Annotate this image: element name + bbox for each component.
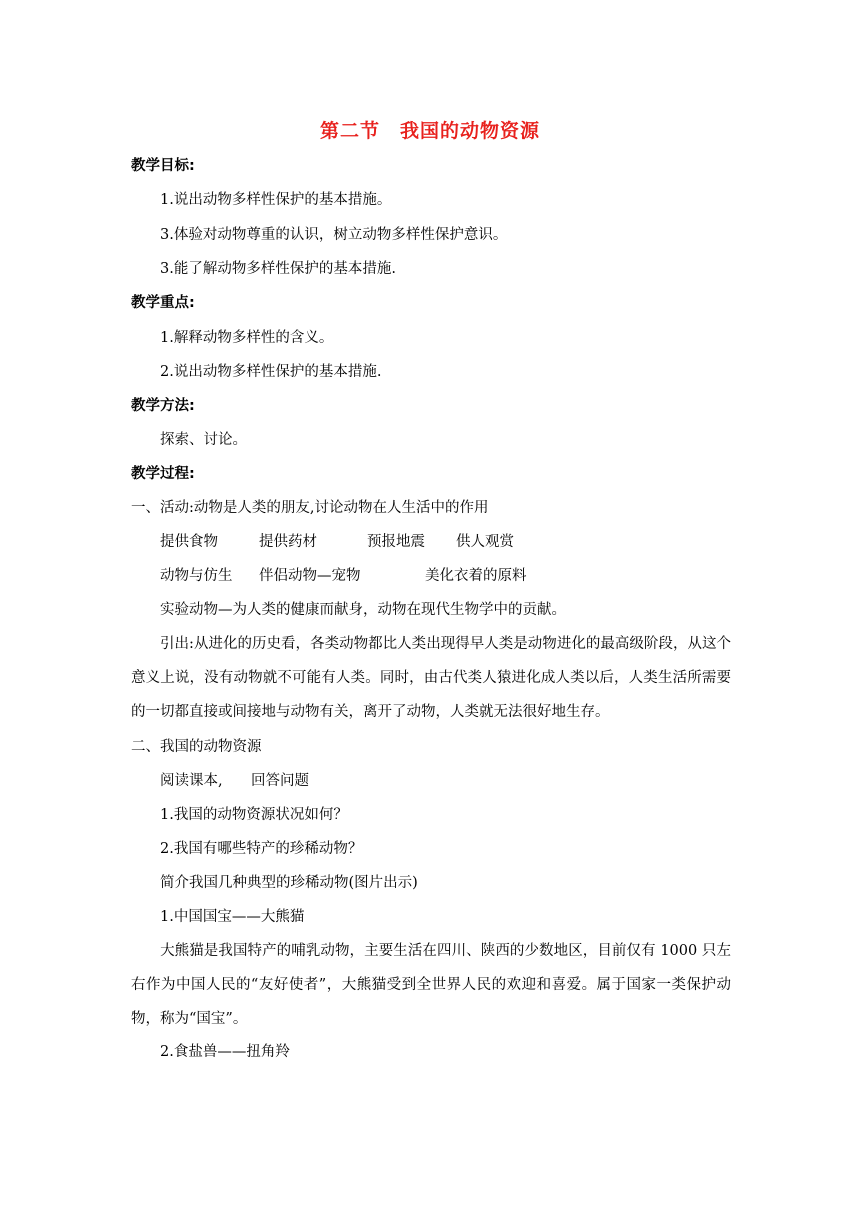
objectives-heading: 教学目标: <box>131 158 195 174</box>
objective-item: 3.体验对动物尊重的认识，树立动物多样性保护意识。 <box>160 227 508 243</box>
question-item: 2.我国有哪些特产的珍稀动物？ <box>160 841 363 857</box>
use-item: 美化衣着的原料 <box>425 568 527 584</box>
methods-heading: 教学方法: <box>131 398 195 414</box>
use-item: 供人观赏 <box>456 534 514 550</box>
objective-item: 1.说出动物多样性保护的基本措施。 <box>160 192 392 208</box>
key-point-item: 1.解释动物多样性的含义。 <box>160 330 334 346</box>
question-item: 1.我国的动物资源状况如何？ <box>160 807 348 823</box>
methods-text: 探索、讨论。 <box>160 432 247 448</box>
answer-text: 回答问题 <box>251 773 309 789</box>
use-item: 动物与仿生 <box>160 568 233 584</box>
page-title: 第二节 我国的动物资源 <box>319 120 540 142</box>
brief-text: 简介我国几种典型的珍稀动物(图片出示) <box>160 875 418 891</box>
experiment-text: 实验动物—为人类的健康而献身，动物在现代生物学中的贡献。 <box>160 602 566 618</box>
read-text: 阅读课本, <box>160 773 223 789</box>
animal1-title: 1.中国国宝——大熊猫 <box>160 909 305 925</box>
animal2-title: 2.食盐兽——扭角羚 <box>160 1044 290 1060</box>
key-point-item: 2.说出动物多样性保护的基本措施. <box>160 364 382 380</box>
use-item: 提供食物 <box>160 534 218 550</box>
use-item: 提供药材 <box>259 534 317 550</box>
process-heading: 教学过程: <box>131 466 195 482</box>
use-item: 预报地震 <box>367 534 425 550</box>
intro-text: 引出:从进化的历史看，各类动物都比人类出现得早人类是动物进化的最高级阶段，从这个意义上说，没有动物就不可能有人类。同时，由古代类人猿进化成人类以后，人类生活所需要的一切都直接或间接地与动物有关，离开了动物，人类就无法很好地生存。 <box>131 636 731 720</box>
use-item: 伴侣动物—宠物 <box>259 568 361 584</box>
animal1-paragraph <box>131 934 731 1036</box>
intro-paragraph <box>131 627 731 729</box>
section2-title: 二、我国的动物资源 <box>131 739 262 755</box>
key-points-heading: 教学重点: <box>131 295 195 311</box>
section1-title: 一、活动:动物是人类的朋友,讨论动物在人生活中的作用 <box>131 500 489 516</box>
animal1-text: 大熊猫是我国特产的哺乳动物，主要生活在四川、陕西的少数地区，目前仅有 1000 只左右作为中国人民的“友好使者”，大熊猫受到全世界人民的欢迎和喜爱。属于国家一类保护动物，称为“国宝”。 <box>131 943 731 1027</box>
objective-item: 3.能了解动物多样性保护的基本措施. <box>160 261 396 277</box>
